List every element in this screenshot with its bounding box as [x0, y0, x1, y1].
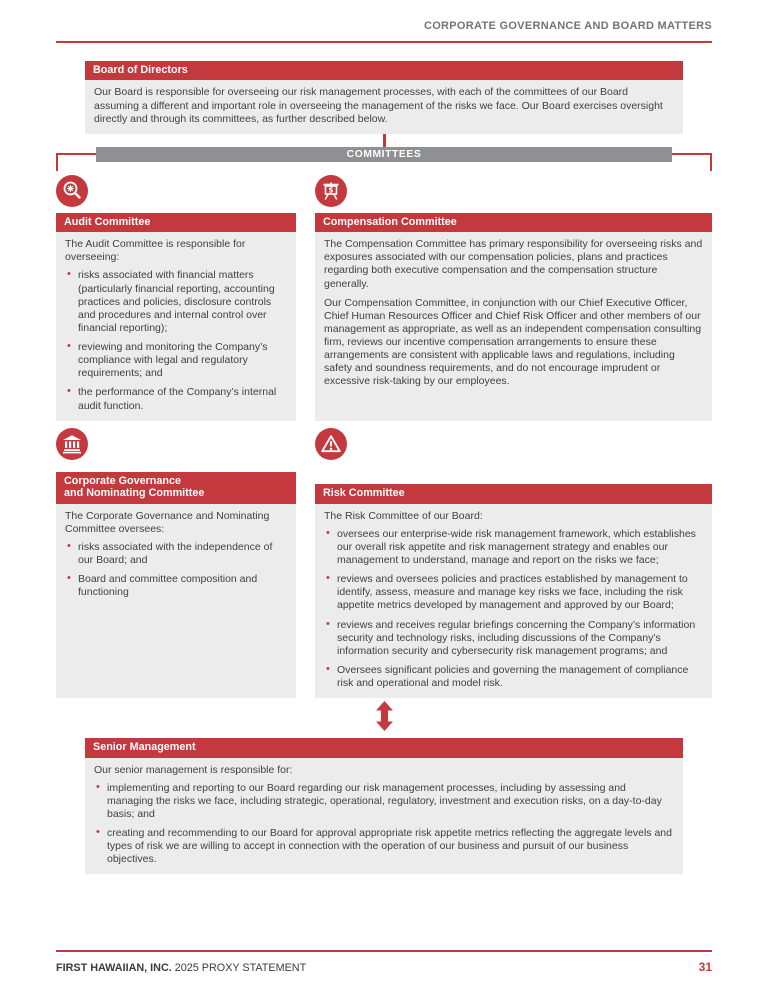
governance-body-box	[56, 504, 296, 699]
footer-rule	[56, 950, 712, 952]
connector-right-line	[672, 153, 712, 155]
committees-label-bar: COMMITTEES	[96, 147, 672, 162]
risk-bullet: • Oversees significant policies and governing the management of compliance risk and operational and model risk.	[324, 664, 703, 690]
committees-grid	[56, 175, 712, 698]
header-rule	[56, 41, 712, 43]
audit-committee-cell	[56, 175, 296, 421]
board-committees-connector	[56, 134, 712, 174]
risk-intro: The Risk Committee of our Board:	[324, 509, 483, 522]
governance-title-line2: and Nominating Committee	[64, 487, 205, 500]
compensation-committee-cell	[315, 175, 712, 421]
bank-icon	[56, 428, 88, 460]
page-number: 31	[698, 960, 712, 974]
governance-bullet-list	[65, 541, 287, 600]
audit-intro: The Audit Committee is responsible for overseeing:	[65, 238, 246, 264]
audit-bullet-list	[65, 269, 287, 412]
risk-bullet: • oversees our enterprise-wide risk management framework, which establishes our overall risk appetite and risk management strategy and enables our management to understand, manage and report on the risks we face;	[324, 528, 703, 567]
double-arrow-icon	[376, 701, 393, 736]
risk-bullet: • reviews and receives regular briefings concerning the Company’s information security and technology risks, including discussions of the Company’s information security and cybersecurity risk management programs; and	[324, 619, 703, 658]
board-body-text: Our Board is responsible for overseeing our risk management processes, with each of the committees of our Board assuming a different and important role in overseeing the management of the risks we face. Our Board exercises oversight directly and through its committees, as further described below.	[94, 86, 663, 125]
audit-bullet: • the performance of the Company’s internal audit function.	[65, 386, 287, 412]
page-header	[56, 16, 712, 34]
senior-bullet-list	[94, 782, 674, 867]
page-footer	[56, 950, 712, 974]
senior-management-section	[85, 738, 683, 874]
risk-title-zone	[315, 466, 712, 504]
risk-committee-cell	[315, 428, 712, 699]
risk-bullet-list	[324, 528, 703, 690]
connector-left-drop	[56, 153, 58, 171]
presentation-money-icon	[315, 175, 347, 207]
audit-title-bar: Audit Committee	[56, 213, 296, 232]
senior-title-bar: Senior Management	[85, 738, 683, 757]
governance-committee-cell	[56, 428, 296, 699]
audit-body-box	[56, 232, 296, 421]
magnifier-gear-icon	[56, 175, 88, 207]
footer-row	[56, 960, 712, 974]
footer-left	[56, 962, 306, 974]
connector-left-line	[56, 153, 96, 155]
governance-bullet: • Board and committee composition and functioning	[65, 573, 287, 599]
connector-right-drop	[710, 153, 712, 171]
governance-bullet: • risks associated with the independence of our Board; and	[65, 541, 287, 567]
footer-company: FIRST HAWAIIAN, INC.	[56, 962, 172, 974]
warning-triangle-icon	[315, 428, 347, 460]
compensation-title-bar: Compensation Committee	[315, 213, 712, 232]
senior-intro: Our senior management is responsible for:	[94, 763, 293, 776]
audit-bullet: • reviewing and monitoring the Company’s compliance with legal and regulatory requirements; and	[65, 341, 287, 380]
risk-bullet: • reviews and oversees policies and practices established by management to identify, assess, measure and manage key risks we face, including the risk appetite metrics developed by management and approved by our Board;	[324, 573, 703, 612]
board-of-directors-section	[85, 61, 683, 134]
footer-document: 2025 PROXY STATEMENT	[174, 962, 307, 974]
senior-bullet: • creating and recommending to our Board for approval appropriate risk appetite metrics reflecting the aggregate levels and types of risk we are willing to accept in connection with the operation of our business and pursuit of our business objectives.	[94, 827, 674, 866]
board-body-box	[85, 80, 683, 133]
svg-text:$: $	[328, 185, 334, 195]
governance-intro: The Corporate Governance and Nominating Committee oversees:	[65, 509, 270, 535]
governance-title-bar	[56, 472, 296, 504]
compensation-paragraph: The Compensation Committee has primary responsibility for overseeing risks and exposures associated with our compensation policies, plans and practices regarding both executive compensation and the compensation structure generally.	[324, 238, 703, 290]
audit-title-zone	[56, 213, 296, 232]
governance-title-line1: Corporate Governance	[64, 474, 181, 487]
compensation-paragraph: Our Compensation Committee, in conjunction with our Chief Executive Officer, Chief Human Resources Officer and Chief Risk Officer and other members of our management as appropriate, as well as an independent compensation consulting firm, reviews our incentive compensation arrangements to ensure these arrangements are consistent with applicable laws and regulations, including safety and soundness requirements, and do not encourage imprudent or excessive risk-taking by our employees.	[324, 296, 702, 388]
section-header-title: CORPORATE GOVERNANCE AND BOARD MATTERS	[423, 20, 712, 32]
committees-senior-flow	[56, 698, 712, 738]
senior-body-box	[85, 758, 683, 875]
senior-bullet: • implementing and reporting to our Board regarding our risk management processes, including by assessing and managing the risks we face, including strategic, operational, regulatory, investment and execution risks, on a day-to-day basis; and	[94, 782, 674, 821]
compensation-title-zone	[315, 213, 712, 232]
risk-title-bar: Risk Committee	[315, 484, 712, 503]
governance-title-zone	[56, 466, 296, 504]
board-title-bar: Board of Directors	[85, 61, 683, 80]
audit-bullet: • risks associated with financial matters (particularly financial reporting, accounting practices and policies, disclosure controls and procedures and internal control over financial reporting);	[65, 269, 287, 335]
risk-body-box	[315, 504, 712, 699]
compensation-body-box	[315, 232, 712, 421]
